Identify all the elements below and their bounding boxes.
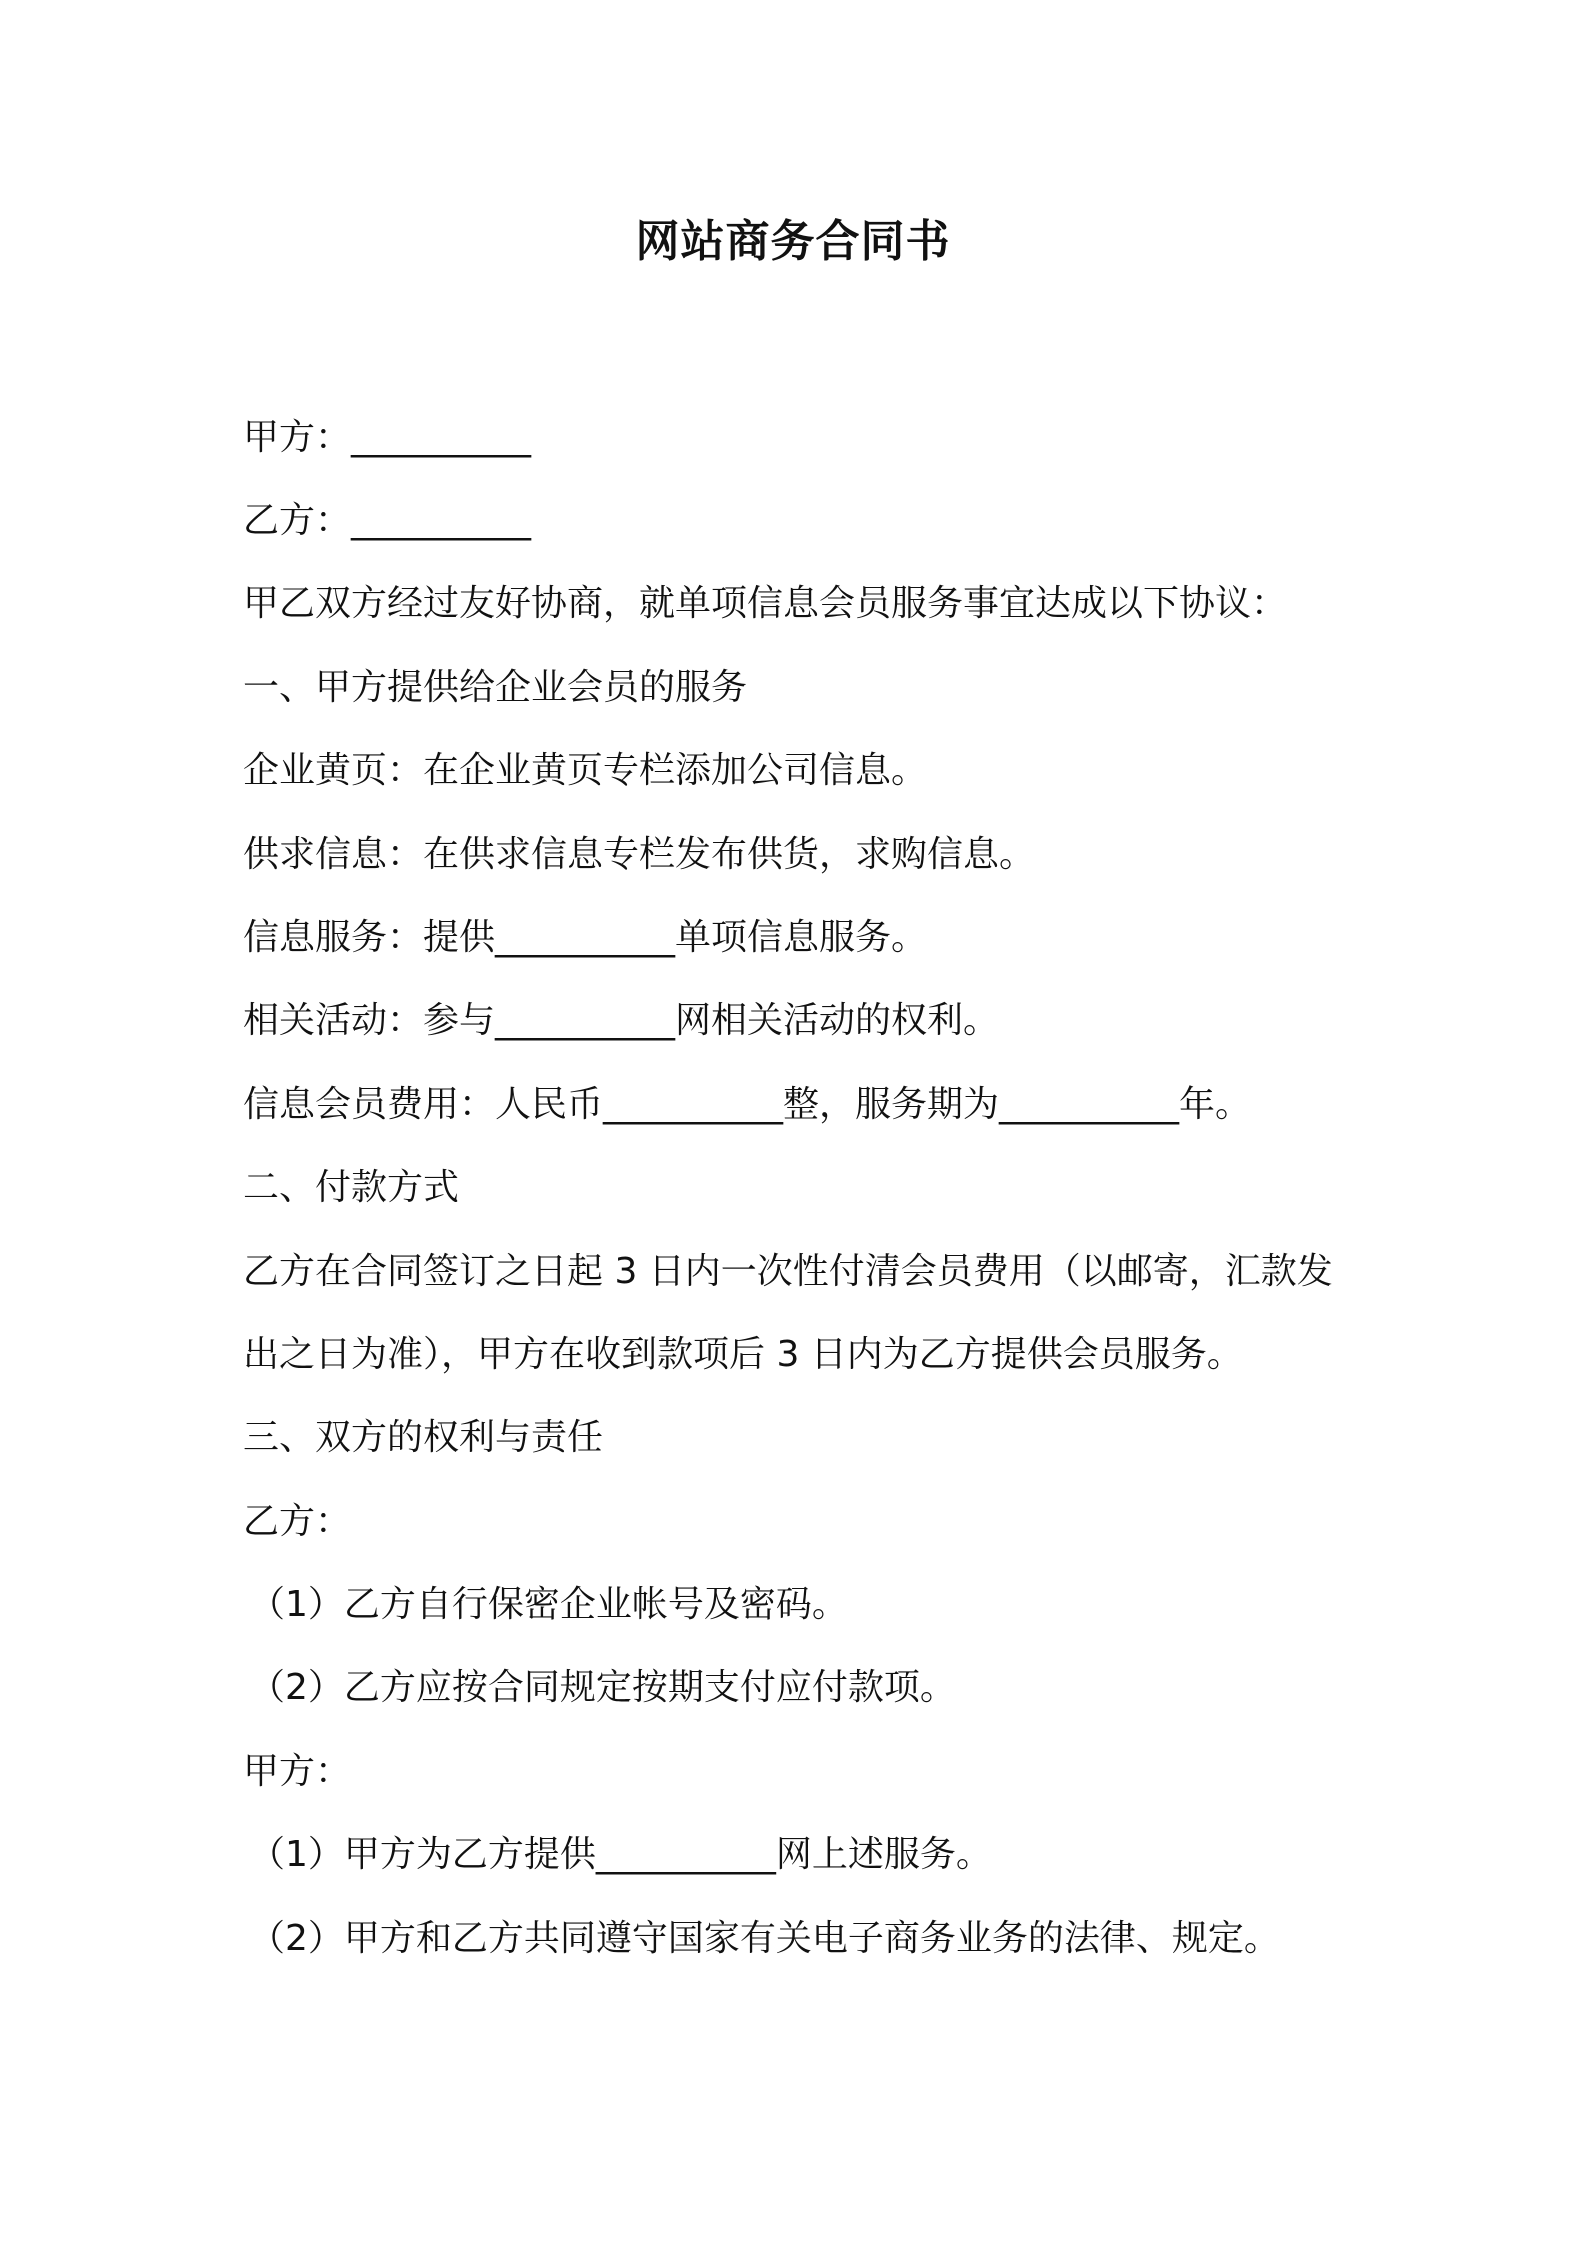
service-supply-demand: 供求信息：在供求信息专栏发布供货，求购信息。: [243, 834, 1036, 875]
party-a-item-2: （2）甲方和乙方共同遵守国家有关电子商务业务的法律、规定。: [249, 1918, 1280, 1959]
service-yellow-pages: 企业黄页：在企业黄页专栏添加公司信息。: [243, 750, 928, 791]
section-3-heading: 三、双方的权利与责任: [243, 1417, 604, 1458]
party-a-item-1: （1）甲方为乙方提供__________网上述服务。: [249, 1834, 992, 1875]
party-b-label: 乙方：: [243, 1501, 352, 1542]
party-b-item-2: （2）乙方应按合同规定按期支付应付款项。: [249, 1667, 956, 1708]
party-b-item-1: （1）乙方自行保密企业帐号及密码。: [249, 1584, 848, 1625]
document-title: 网站商务合同书: [635, 216, 951, 267]
section-2-heading: 二、付款方式: [243, 1167, 460, 1208]
service-activities: 相关活动：参与__________网相关活动的权利。: [243, 1000, 1000, 1041]
service-info: 信息服务：提供__________单项信息服务。: [243, 917, 928, 958]
party-a-line: 甲方：__________: [243, 417, 532, 458]
party-b-line: 乙方：__________: [243, 500, 532, 541]
payment-text-line-1: 乙方在合同签订之日起 3 日内一次性付清会员费用（以邮寄，汇款发: [243, 1251, 1333, 1292]
party-a-label: 甲方：: [243, 1751, 352, 1792]
payment-text-line-2: 出之日为准），甲方在收到款项后 3 日内为乙方提供会员服务。: [243, 1334, 1243, 1375]
preamble-text: 甲乙双方经过友好协商，就单项信息会员服务事宜达成以下协议：: [243, 583, 1288, 624]
member-fee: 信息会员费用：人民币__________整，服务期为__________年。: [243, 1084, 1252, 1125]
section-1-heading: 一、甲方提供给企业会员的服务: [243, 667, 748, 708]
